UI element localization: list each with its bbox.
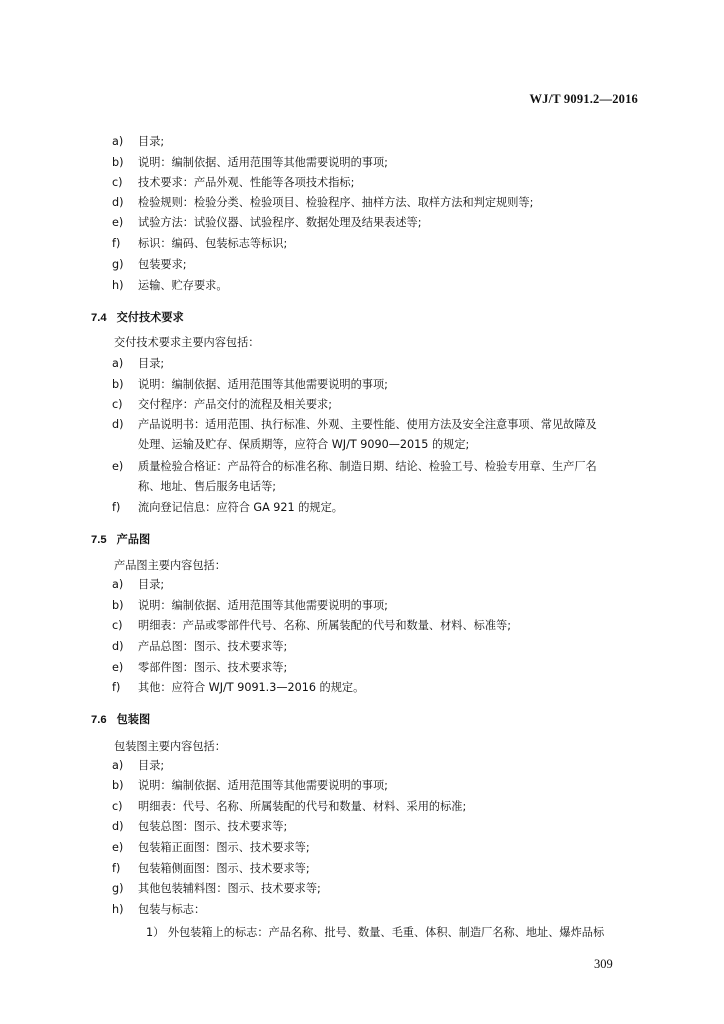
item-marker: e) — [112, 841, 124, 854]
item-text: 目录; — [138, 578, 165, 591]
item-marker: b) — [112, 599, 124, 612]
section-number: 7.6 — [91, 714, 107, 726]
item-text: 说明：编制依据、适用范围等其他需要说明的事项; — [138, 156, 388, 169]
item-marker: c) — [112, 619, 123, 632]
item-text: 运输、贮存要求。 — [138, 279, 228, 292]
section-title: 包装图 — [116, 713, 151, 726]
standard-code-header: WJ/T 9091.2—2016 — [529, 92, 638, 106]
item-text: 标识：编码、包装标志等标识; — [138, 237, 288, 250]
item-text-continuation: 称、地址、售后服务电话等; — [138, 480, 277, 493]
item-marker: b) — [112, 378, 124, 391]
item-marker: a) — [112, 578, 124, 591]
item-marker: f) — [112, 862, 121, 875]
item-marker: e) — [112, 661, 124, 674]
item-marker: c) — [112, 800, 123, 813]
item-text: 质量检验合格证：产品符合的标准名称、制造日期、结论、检验工号、检验专用章、生产厂名 — [138, 460, 597, 473]
item-text: 明细表：代号、名称、所属装配的代号和数量、材料、采用的标准; — [138, 800, 467, 813]
section-intro: 交付技术要求主要内容包括： — [114, 336, 260, 349]
item-text: 包装与标志： — [138, 903, 206, 916]
section-title: 交付技术要求 — [116, 311, 184, 324]
item-text: 产品总图：图示、技术要求等; — [138, 640, 288, 653]
page-number: 309 — [594, 957, 613, 971]
item-text: 技术要求：产品外观、性能等各项技术指标; — [138, 176, 355, 189]
section-heading-7-5 — [91, 531, 150, 547]
item-marker: b) — [112, 779, 124, 792]
item-text: 流向登记信息：应符合 GA 921 的规定。 — [138, 501, 343, 514]
item-text: 交付程序：产品交付的流程及相关要求; — [138, 398, 332, 411]
section-heading-7-4 — [91, 309, 184, 325]
sub-list-item: 1） 外包装箱上的标志：产品名称、批号、数量、毛重、体积、制造厂名称、地址、爆炸品标 — [146, 926, 605, 939]
section-intro: 产品图主要内容包括： — [114, 559, 226, 572]
item-text: 包装箱侧面图：图示、技术要求等; — [138, 862, 310, 875]
item-marker: f) — [112, 501, 121, 514]
item-text: 目录; — [138, 357, 165, 370]
item-marker: e) — [112, 460, 124, 473]
item-text: 说明：编制依据、适用范围等其他需要说明的事项; — [138, 378, 388, 391]
item-text: 包装箱正面图：图示、技术要求等; — [138, 841, 310, 854]
section-number: 7.4 — [91, 312, 107, 324]
item-marker: c) — [112, 398, 123, 411]
item-marker: b) — [112, 156, 124, 169]
item-text: 产品说明书：适用范围、执行标准、外观、主要性能、使用方法及安全注意事项、常见故障及 — [138, 418, 597, 431]
section-number: 7.5 — [91, 534, 107, 546]
item-text-continuation: 处理、运输及贮存、保质期等，应符合 WJ/T 9090—2015 的规定; — [138, 438, 470, 451]
item-marker: e) — [112, 216, 124, 229]
item-marker: d) — [112, 196, 124, 209]
item-marker: h) — [112, 903, 124, 916]
item-marker: a) — [112, 135, 124, 148]
item-text: 明细表：产品或零部件代号、名称、所属装配的代号和数量、材料、标准等; — [138, 619, 511, 632]
item-marker: g) — [112, 258, 124, 271]
item-marker: a) — [112, 357, 124, 370]
item-marker: g) — [112, 882, 124, 895]
item-text: 试验方法：试验仪器、试验程序、数据处理及结果表述等; — [138, 216, 422, 229]
section-intro: 包装图主要内容包括： — [114, 740, 226, 753]
section-title: 产品图 — [116, 533, 151, 546]
item-marker: h) — [112, 279, 124, 292]
item-text: 说明：编制依据、适用范围等其他需要说明的事项; — [138, 599, 388, 612]
item-text: 其他：应符合 WJ/T 9091.3—2016 的规定。 — [138, 681, 365, 694]
item-text: 零部件图：图示、技术要求等; — [138, 661, 288, 674]
item-text: 包装总图：图示、技术要求等; — [138, 820, 288, 833]
item-marker: c) — [112, 176, 123, 189]
section-heading-7-6 — [91, 711, 150, 727]
item-marker: f) — [112, 681, 121, 694]
item-marker: d) — [112, 820, 124, 833]
item-marker: d) — [112, 640, 124, 653]
item-text: 说明：编制依据、适用范围等其他需要说明的事项; — [138, 779, 388, 792]
item-text: 检验规则：检验分类、检验项目、检验程序、抽样方法、取样方法和判定规则等; — [138, 196, 534, 209]
item-text: 其他包装辅料图：图示、技术要求等; — [138, 882, 321, 895]
item-text: 目录; — [138, 135, 165, 148]
item-marker: d) — [112, 418, 124, 431]
item-marker: f) — [112, 237, 121, 250]
item-text: 目录; — [138, 759, 165, 772]
item-text: 包装要求; — [138, 258, 187, 271]
item-marker: a) — [112, 759, 124, 772]
